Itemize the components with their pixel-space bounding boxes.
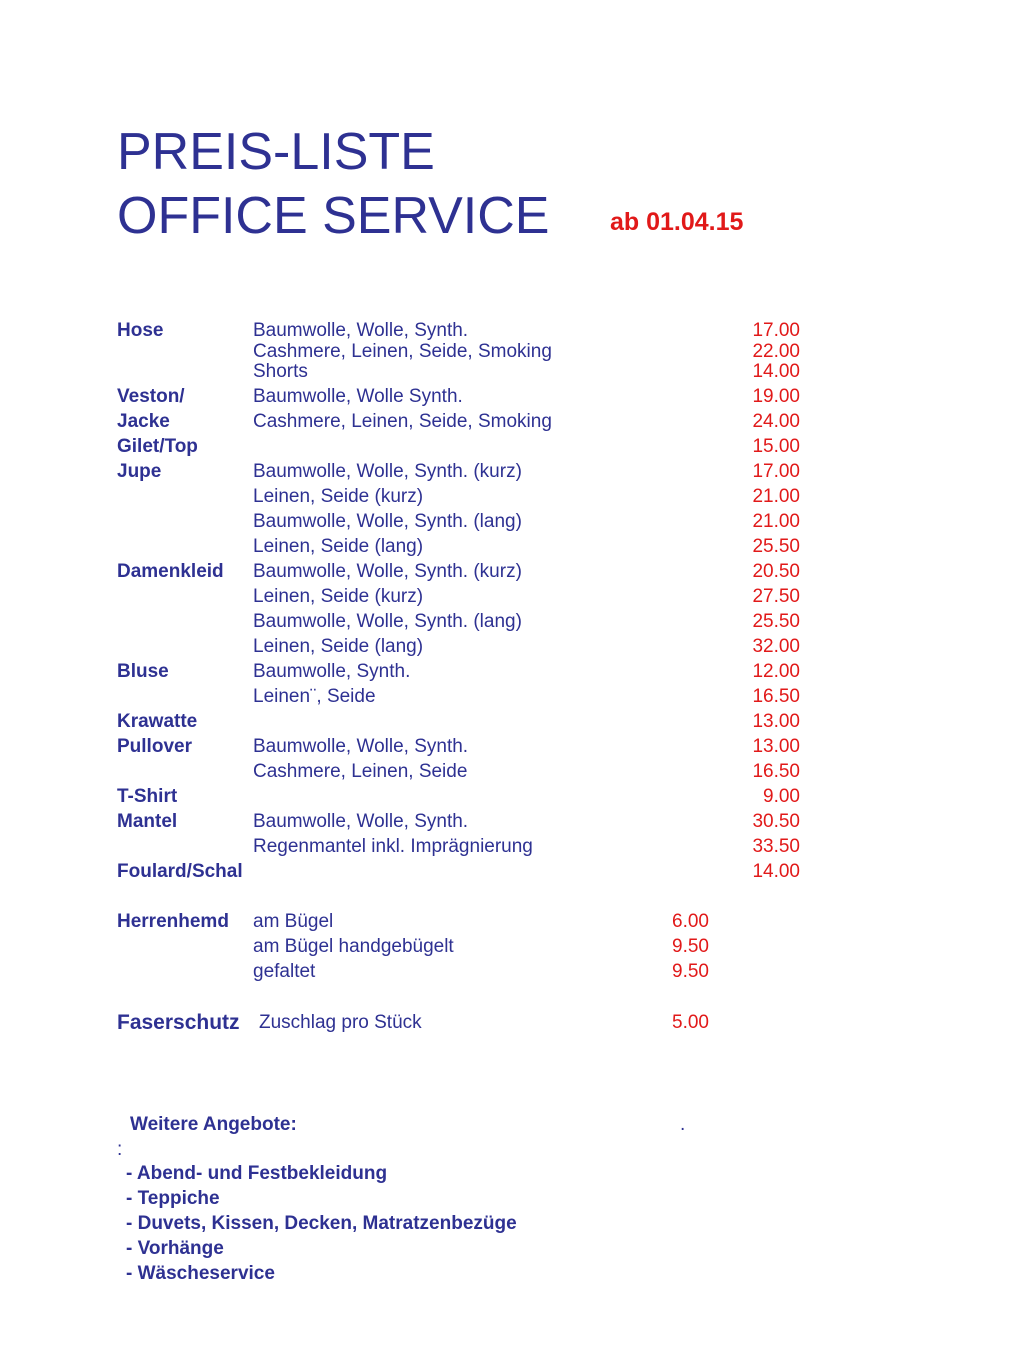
list-item: - Duvets, Kissen, Decken, Matratzenbezüge xyxy=(126,1213,517,1234)
item-price: 14.00 xyxy=(752,361,800,382)
item-price: 25.50 xyxy=(752,536,800,557)
item-name: Veston/ xyxy=(117,386,185,407)
table-row xyxy=(0,410,1024,434)
item-name: T-Shirt xyxy=(117,786,178,807)
item-name: Hose xyxy=(117,320,164,341)
item-description: Zuschlag pro Stück xyxy=(259,1012,422,1033)
item-description: Leinen, Seide (kurz) xyxy=(253,486,424,507)
item-price: 24.00 xyxy=(752,411,800,432)
table-row xyxy=(0,785,1024,809)
item-price: 5.00 xyxy=(672,1012,709,1033)
list-item: - Wäscheservice xyxy=(126,1263,275,1284)
item-name: Pullover xyxy=(117,736,192,757)
item-name: Jacke xyxy=(117,411,170,432)
table-row xyxy=(0,810,1024,834)
extras-heading: Weitere Angebote: xyxy=(130,1114,297,1135)
table-row xyxy=(0,585,1024,609)
page-title-line2: OFFICE SERVICE xyxy=(117,187,550,245)
table-row xyxy=(0,935,1024,959)
table-row xyxy=(0,635,1024,659)
item-name: Herrenhemd xyxy=(117,911,229,932)
item-price: 12.00 xyxy=(752,661,800,682)
item-price: 9.50 xyxy=(672,961,709,982)
item-description: Baumwolle, Wolle, Synth. (lang) xyxy=(253,511,522,532)
item-price: 25.50 xyxy=(752,611,800,632)
item-description: Baumwolle, Wolle, Synth. (kurz) xyxy=(253,561,522,582)
item-description: am Bügel handgebügelt xyxy=(253,936,454,957)
item-name: Jupe xyxy=(117,461,162,482)
page-title-line1: PREIS-LISTE xyxy=(117,123,435,181)
item-description: Baumwolle, Wolle, Synth. xyxy=(253,811,469,832)
item-price: 20.50 xyxy=(752,561,800,582)
table-row xyxy=(0,535,1024,559)
item-price: 15.00 xyxy=(752,436,800,457)
item-price: 32.00 xyxy=(752,636,800,657)
item-name: Bluse xyxy=(117,661,169,682)
item-description: Baumwolle, Wolle, Synth. (kurz) xyxy=(253,461,522,482)
item-price: 9.00 xyxy=(763,786,800,807)
item-description: Baumwolle, Wolle, Synth. xyxy=(253,736,469,757)
item-name: Krawatte xyxy=(117,711,198,732)
item-price: 13.00 xyxy=(752,711,800,732)
table-row xyxy=(0,760,1024,784)
list-item: - Vorhänge xyxy=(126,1238,224,1259)
item-price: 30.50 xyxy=(752,811,800,832)
list-item: - Abend- und Festbekleidung xyxy=(126,1163,388,1184)
item-description: Cashmere, Leinen, Seide xyxy=(253,761,468,782)
extras-dot: . xyxy=(680,1114,686,1135)
item-price: 21.00 xyxy=(752,486,800,507)
item-description: gefaltet xyxy=(253,961,316,982)
table-row xyxy=(0,660,1024,684)
table-row xyxy=(0,385,1024,409)
table-row xyxy=(0,560,1024,584)
item-price: 33.50 xyxy=(752,836,800,857)
valid-from-date: ab 01.04.15 xyxy=(610,208,744,236)
table-row xyxy=(0,460,1024,484)
item-price: 17.00 xyxy=(752,320,800,341)
faserschutz-row xyxy=(0,1011,1024,1035)
item-name: Mantel xyxy=(117,811,178,832)
item-price: 16.50 xyxy=(752,761,800,782)
item-description: Baumwolle, Synth. xyxy=(253,661,411,682)
item-description: am Bügel xyxy=(253,911,334,932)
item-price: 21.00 xyxy=(752,511,800,532)
item-description: Baumwolle, Wolle, Synth. (lang) xyxy=(253,611,522,632)
table-row xyxy=(0,485,1024,509)
table-row xyxy=(0,860,1024,884)
extras-colon: : xyxy=(117,1139,123,1160)
table-row xyxy=(0,685,1024,709)
item-name: Gilet/Top xyxy=(117,436,198,457)
list-item: - Teppiche xyxy=(126,1188,220,1209)
item-description: Cashmere, Leinen, Seide, Smoking xyxy=(253,341,552,362)
item-description: Leinen, Seide (lang) xyxy=(253,536,424,557)
item-price: 22.00 xyxy=(752,341,800,362)
item-price: 6.00 xyxy=(672,911,709,932)
item-price: 19.00 xyxy=(752,386,800,407)
table-row xyxy=(0,910,1024,934)
table-row xyxy=(0,360,1024,384)
table-row xyxy=(0,435,1024,459)
item-description: Regenmantel inkl. Imprägnierung xyxy=(253,836,533,857)
item-price: 9.50 xyxy=(672,936,709,957)
item-name: Damenkleid xyxy=(117,561,224,582)
item-description: Leinen, Seide (kurz) xyxy=(253,586,424,607)
item-description: Cashmere, Leinen, Seide, Smoking xyxy=(253,411,552,432)
item-price: 16.50 xyxy=(752,686,800,707)
item-price: 17.00 xyxy=(752,461,800,482)
table-row xyxy=(0,960,1024,984)
item-description: Leinen¨, Seide xyxy=(253,686,376,707)
table-row xyxy=(0,510,1024,534)
table-row xyxy=(0,835,1024,859)
item-description: Baumwolle, Wolle Synth. xyxy=(253,386,463,407)
table-row xyxy=(0,710,1024,734)
item-description: Shorts xyxy=(253,361,308,382)
table-row xyxy=(0,610,1024,634)
item-price: 14.00 xyxy=(752,861,800,882)
item-name: Foulard/Schal xyxy=(117,861,243,882)
item-price: 13.00 xyxy=(752,736,800,757)
item-name: Faserschutz xyxy=(117,1011,240,1034)
table-row xyxy=(0,735,1024,759)
item-price: 27.50 xyxy=(752,586,800,607)
item-description: Leinen, Seide (lang) xyxy=(253,636,424,657)
item-description: Baumwolle, Wolle, Synth. xyxy=(253,320,469,341)
